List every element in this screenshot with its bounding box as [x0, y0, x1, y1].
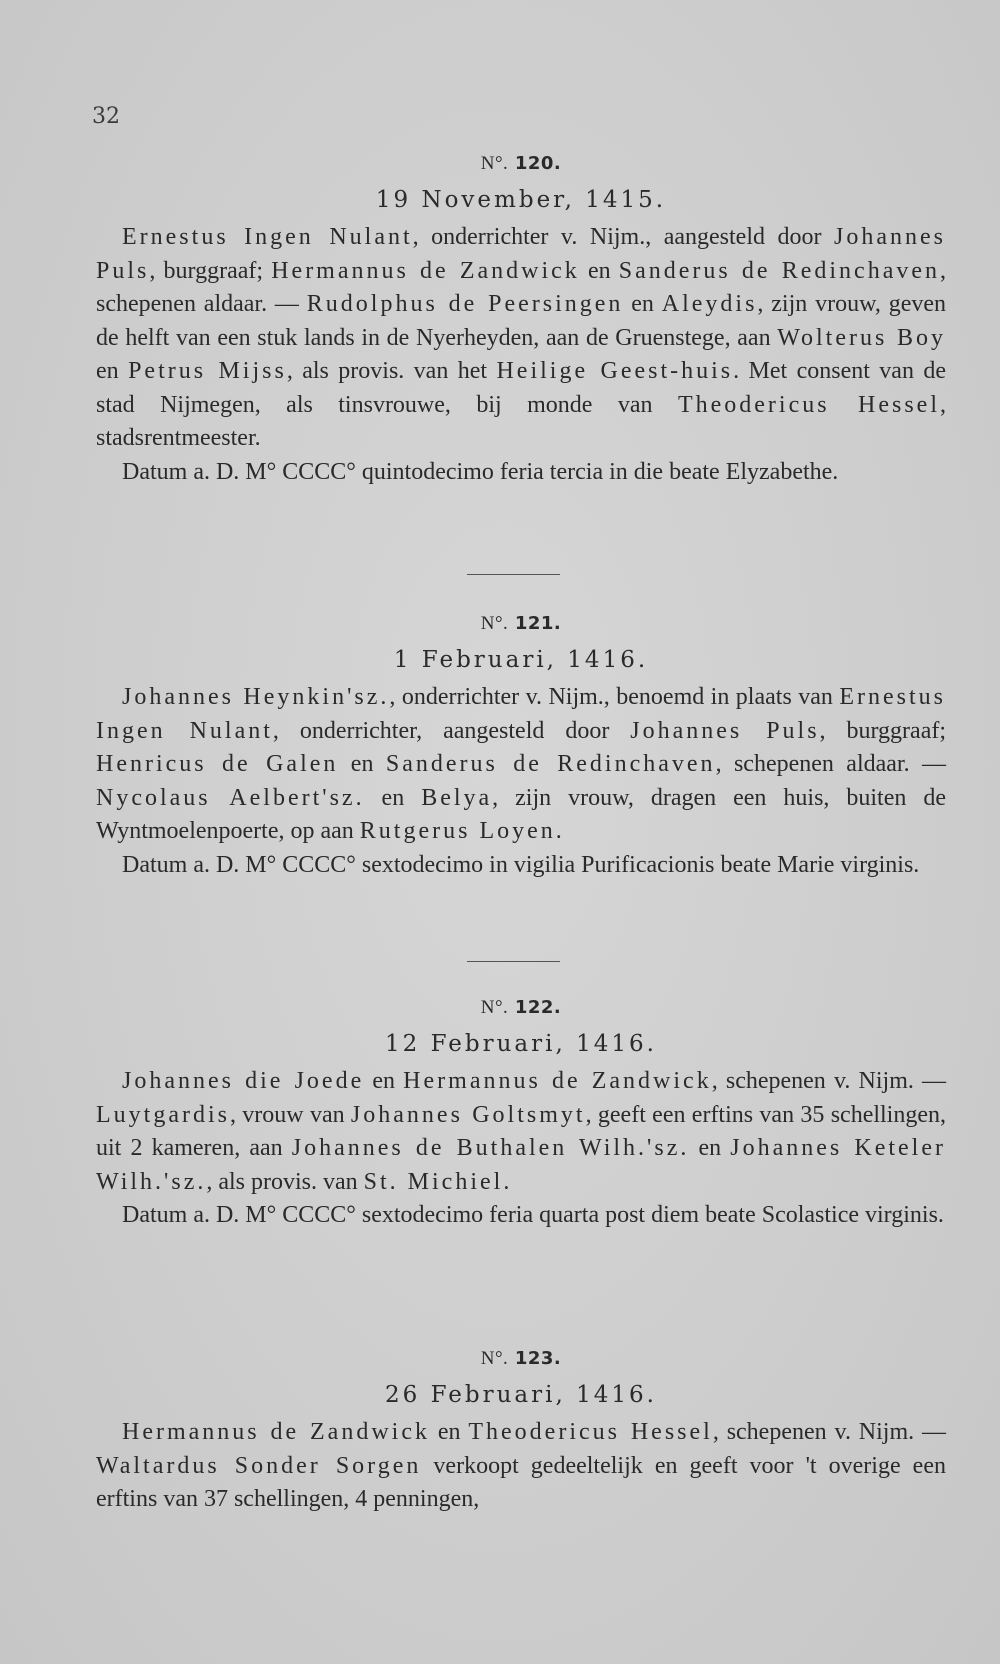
spaced-name: Theodericus Hessel — [677, 391, 941, 418]
spaced-name: Johannes Puls — [630, 717, 820, 744]
spaced-name: Nycolaus Aelbert'sz. — [96, 784, 365, 811]
spaced-name: Johannes Puls — [96, 224, 946, 284]
spaced-name: Hermannus de Zandwick — [271, 257, 580, 284]
spaced-name: Ernestus Ingen Nulant — [96, 684, 946, 744]
entry-number: N°. 123. — [480, 1348, 562, 1369]
spaced-name: Rutgerus Loyen — [359, 818, 556, 844]
entry-121 — [96, 612, 946, 882]
spaced-name: Hermannus de Zandwick — [403, 1068, 712, 1094]
spaced-name: Petrus Mijss — [128, 358, 287, 384]
entry-date: 12 Februari, 1416. — [385, 1031, 657, 1057]
entry-body — [96, 681, 946, 849]
spaced-name: Johannes de Buthalen Wilh.'sz. — [291, 1135, 690, 1161]
spaced-name: Wolterus Boy — [777, 324, 946, 351]
body-text: , zijn vrouw, geven de helft van een stuk lands in de Nyerheyden, aan de Gruenstege, aan — [96, 291, 946, 351]
body-text: , als provis. van — [206, 1168, 364, 1195]
body-text: . Met consent van de stad Nijmegen, als tinsvrouwe, bij monde van — [96, 358, 947, 418]
page-number: 32 — [92, 104, 120, 129]
body-text: , onderrichter v. Nijm., aangesteld door — [412, 224, 835, 250]
entry-date: 19 November, 1415. — [375, 187, 667, 213]
body-text: . — [555, 818, 562, 844]
spaced-name: Belya — [421, 784, 493, 811]
entry-body — [96, 1416, 946, 1517]
divider-rule — [467, 961, 560, 962]
spaced-name: Johannes die Joede — [122, 1068, 365, 1094]
entry-number: N°. 121. — [480, 613, 562, 634]
body-text: , burggraaf; — [819, 717, 947, 744]
body-text: , vrouw van — [229, 1101, 351, 1128]
body-text: en — [96, 358, 129, 384]
spaced-name: St. Michiel — [363, 1168, 504, 1195]
spaced-name: Theodericus Hessel — [468, 1419, 713, 1445]
body-text: verkoopt gedeeltelijk en geeft voor 't overige een erftins van 37 schellingen, 4 penningen, — [96, 1452, 946, 1512]
spaced-name: Johannes Keteler Wilh.'sz. — [96, 1135, 946, 1195]
spaced-name: Luytgardis — [96, 1101, 230, 1128]
body-text: , schepenen aldaar. — — [715, 751, 946, 777]
entry-122 — [96, 996, 946, 1233]
spaced-name: Rudolphus de Peersingen — [306, 291, 624, 317]
spaced-name: Johannes Heynkin'sz. — [122, 684, 390, 710]
entry-datum: Datum a. D. M° CCCC° sextodecimo feria quarta post diem beate Scolastice virginis. — [122, 1202, 944, 1228]
body-text: en — [364, 1068, 404, 1094]
spaced-name: Sanderus de Redinchaven — [385, 751, 716, 777]
body-text: en — [623, 291, 662, 317]
spaced-name: Aleydis — [661, 291, 758, 317]
body-text: , onderrichter v. Nijm., benoemd in plaats van — [389, 684, 840, 710]
entry-120 — [96, 152, 946, 489]
body-text: en — [689, 1135, 731, 1161]
spaced-name: Hermannus de Zandwick — [122, 1419, 430, 1445]
entry-123 — [96, 1347, 946, 1517]
entry-date: 26 Februari, 1416. — [385, 1382, 657, 1408]
body-text: , stadsrentmeester. — [96, 391, 947, 451]
entry-datum: Datum a. D. M° CCCC° quintodecimo feria tercia in die beate Elyzabethe. — [122, 458, 839, 485]
spaced-name: Sanderus de Redinchaven — [618, 257, 941, 284]
body-text: en — [364, 784, 422, 811]
body-text: , als provis. van het — [286, 358, 497, 384]
spaced-name: Waltardus Sonder Sorgen — [96, 1452, 422, 1479]
body-text: en — [429, 1419, 469, 1445]
body-text: en — [579, 257, 619, 284]
spaced-name: Johannes Goltsmyt — [350, 1101, 586, 1128]
body-text: en — [338, 751, 386, 777]
entry-date: 1 Februari, 1416. — [393, 647, 649, 673]
body-text: , schepenen aldaar. — — [96, 257, 947, 317]
body-text: , geeft een erftins van 35 schellingen, uit 2 kameren, aan — [96, 1101, 947, 1161]
body-text: , schepenen v. Nijm. — — [711, 1068, 947, 1094]
entry-datum: Datum a. D. M° CCCC° sextodecimo in vigilia Purificacionis beate Marie virginis. — [122, 851, 920, 878]
spaced-name: Heilige Geest-huis — [496, 358, 734, 384]
body-text: , onderrichter, aangesteld door — [272, 717, 631, 744]
body-text: , zijn vrouw, dragen een huis, buiten de Wyntmoelenpoerte, op aan — [96, 784, 946, 844]
divider-rule — [467, 574, 560, 575]
entry-number: N°. 122. — [480, 997, 562, 1018]
spaced-name: Ernestus Ingen Nulant — [122, 224, 413, 250]
body-text: , burggraaf; — [149, 257, 272, 284]
entry-body — [96, 221, 946, 456]
spaced-name: Henricus de Galen — [96, 751, 339, 777]
body-text: . — [503, 1168, 510, 1195]
entry-number: N°. 120. — [480, 153, 562, 174]
body-text: , schepenen v. Nijm. — — [712, 1419, 946, 1445]
entry-body — [96, 1065, 946, 1199]
